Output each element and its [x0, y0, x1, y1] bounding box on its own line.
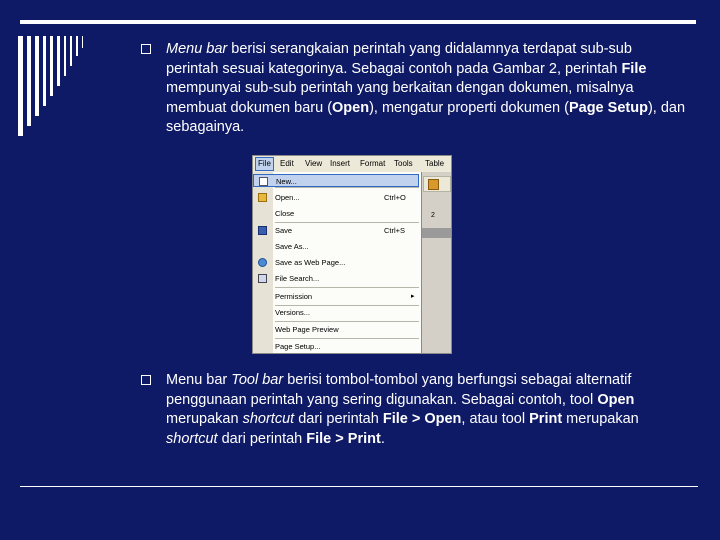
menu-separator: [275, 338, 419, 339]
paragraph-tool-bar: Menu bar Tool bar berisi tombol-tombol yang berfungsi sebagai alternatif penggunaan perintah yang sering digunakan. Sebagai contoh, tool Open merupakan shortcut dari perintah File > Open, atau tool Print merupakan shortcut dari perintah File > Print.: [166, 372, 639, 447]
menu-edit[interactable]: Edit: [280, 159, 294, 168]
menu-item-save[interactable]: Save Ctrl+S: [253, 224, 419, 237]
file-dropdown-menu: [253, 172, 422, 354]
menu-table[interactable]: Table: [425, 159, 445, 168]
ruler-strip: [421, 228, 451, 238]
menu-item-page-setup[interactable]: Page Setup...: [275, 342, 321, 351]
ruler-number: 2: [431, 212, 435, 219]
document-toolbar-area: [421, 172, 451, 354]
save-disk-icon: [258, 226, 267, 235]
bullet-square-icon: [141, 375, 151, 385]
menu-item-versions[interactable]: Versions...: [275, 308, 311, 317]
web-page-icon: [258, 258, 267, 267]
toolbar-button[interactable]: [423, 176, 451, 192]
menu-view[interactable]: View: [305, 159, 323, 168]
menu-separator: [275, 222, 419, 223]
decorative-bars: [18, 36, 148, 136]
paragraph-menu-bar: Menu bar berisi serangkaian perintah yang didalamnya terdapat sub-sub perintah sesuai kategorinya. Sebagai contoh pada Gambar 2, perintah File mempunyai sub-sub perintah yang berkaitan dengan dokumen, misalnya membuat dokumen baru (Open), mengatur properti dokumen (Page Setup), dan sebagainya.: [166, 41, 686, 135]
menu-separator: [275, 321, 419, 322]
file-search-icon: [258, 274, 267, 283]
menu-screenshot: [252, 155, 452, 354]
menu-item-new[interactable]: New...: [253, 174, 419, 187]
new-document-icon: [259, 177, 268, 186]
menu-item-save-as[interactable]: Save As...: [275, 242, 309, 251]
bullet-square-icon: [141, 44, 151, 54]
menu-item-close[interactable]: Close: [275, 209, 295, 218]
menu-item-web-page-preview[interactable]: Web Page Preview: [275, 325, 339, 334]
menu-item-permission[interactable]: Permission ▸: [275, 292, 415, 301]
menu-separator: [275, 187, 419, 188]
top-rule: [20, 20, 696, 24]
menu-format[interactable]: Format: [360, 159, 386, 168]
menu-item-open[interactable]: Open... Ctrl+O: [253, 191, 419, 204]
menu-separator: [275, 287, 419, 288]
menu-tools[interactable]: Tools: [394, 159, 413, 168]
menu-insert[interactable]: Insert: [330, 159, 351, 168]
menu-item-save-as-web-page[interactable]: Save as Web Page...: [253, 256, 419, 269]
menubar: [253, 156, 451, 173]
bottom-rule: [20, 486, 698, 487]
menu-file[interactable]: File: [255, 157, 274, 171]
paste-icon: [428, 179, 439, 190]
open-folder-icon: [258, 193, 267, 202]
menu-item-file-search[interactable]: File Search...: [253, 272, 419, 285]
submenu-arrow-icon: ▸: [411, 293, 415, 300]
